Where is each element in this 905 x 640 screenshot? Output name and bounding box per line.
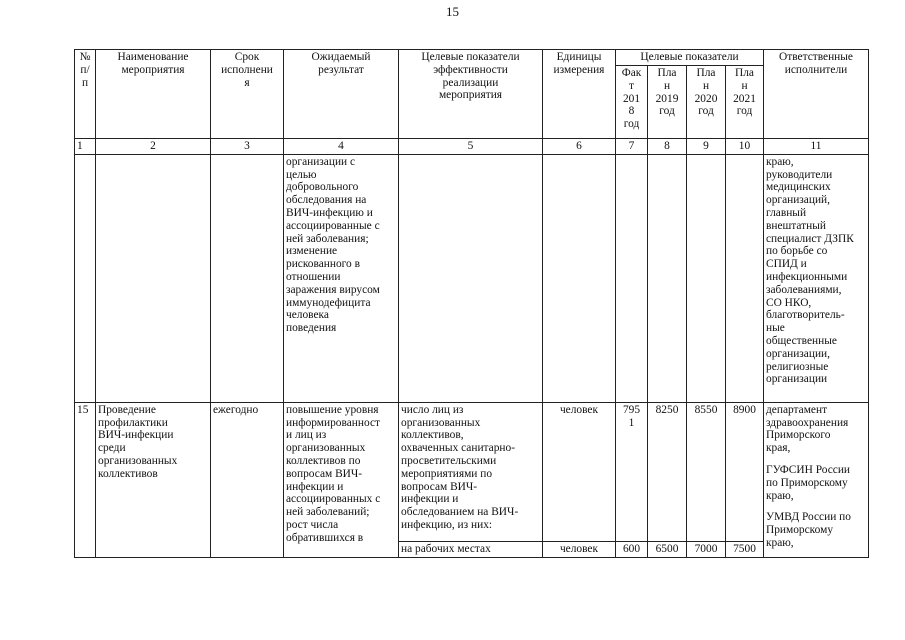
fact-2018-main: 795 1 [616, 402, 648, 541]
continued-result: организации с целью добровольного обследования на ВИЧ-инфекцию и ассоциированные с ней заболевания; изменение рискованного в отношении заражения вирусом иммунодефицита человека поведения [284, 154, 399, 402]
header-target-group: Целевые показатели [616, 50, 764, 66]
responsible-gufsin: ГУФСИН России по Приморскому краю, [766, 463, 851, 502]
plan-2019-main: 8250 [648, 402, 687, 541]
indicator-main: число лиц из организованных коллективов, охваченных санитарно- просветительскими мероприятиями по вопросам ВИЧ- инфекции и обследованием на ВИЧ- инфекцию, из них: [399, 402, 543, 541]
continued-responsible: краю, руководители медицинских организаций, главный внештатный специалист ДЗПК по борьбе со СПИД и инфекционными заболеваниями, СО НКО, благотворитель- ные общественные организации, религиозные организации [764, 154, 869, 402]
responsible-umvd: УМВД России по Приморскому краю, [766, 511, 851, 549]
numbering-cell: 8 [648, 139, 687, 155]
empty-cell [616, 154, 648, 402]
responsible-executors [764, 402, 869, 557]
empty-cell [399, 154, 543, 402]
fact-2018-sub: 600 [616, 541, 648, 557]
plan-2021-sub: 7500 [726, 541, 764, 557]
numbering-row [75, 139, 869, 155]
table-row-15 [75, 402, 869, 541]
empty-cell [75, 154, 96, 402]
plan-2021-main: 8900 [726, 402, 764, 541]
header-num: № п/ п [75, 50, 96, 139]
responsible-dept-health: департамент здравоохранения Приморского края, [766, 403, 849, 455]
expected-result: повышение уровня информированност и лиц из организованных коллективов по вопросам ВИЧ- инфекции и ассоциированных с ней заболеваний; рост числа обратившихся в [284, 402, 399, 557]
indicator-sub: на рабочих местах [399, 541, 543, 557]
numbering-cell: 1 [75, 139, 96, 155]
numbering-cell: 7 [616, 139, 648, 155]
plan-2019-sub: 6500 [648, 541, 687, 557]
row-number: 15 [75, 402, 96, 557]
unit-sub: человек [543, 541, 616, 557]
header-result: Ожидаемый результат [284, 50, 399, 139]
empty-cell [726, 154, 764, 402]
header-fact-2018: Фак т 201 8 год [616, 66, 648, 139]
header-plan-2020: Пла н 2020 год [687, 66, 726, 139]
empty-cell [543, 154, 616, 402]
continuation-row [75, 154, 869, 402]
empty-cell [687, 154, 726, 402]
header-row-1 [75, 50, 869, 66]
numbering-cell: 9 [687, 139, 726, 155]
header-indicators: Целевые показатели эффективности реализации мероприятия [399, 50, 543, 139]
plan-2020-main: 8550 [687, 402, 726, 541]
unit-main: человек [543, 402, 616, 541]
program-table [74, 49, 869, 558]
header-plan-2019: Пла н 2019 год [648, 66, 687, 139]
header-term: Срок исполнени я [211, 50, 284, 139]
empty-cell [96, 154, 211, 402]
numbering-cell: 10 [726, 139, 764, 155]
numbering-cell: 3 [211, 139, 284, 155]
header-name: Наименование мероприятия [96, 50, 211, 139]
header-responsible: Ответственные исполнители [764, 50, 869, 139]
numbering-cell: 2 [96, 139, 211, 155]
page-number: 15 [446, 4, 459, 19]
header-plan-2021: Пла н 2021 год [726, 66, 764, 139]
empty-cell [648, 154, 687, 402]
activity-term: ежегодно [211, 402, 284, 557]
numbering-cell: 5 [399, 139, 543, 155]
empty-cell [211, 154, 284, 402]
numbering-cell: 6 [543, 139, 616, 155]
numbering-cell: 4 [284, 139, 399, 155]
header-units: Единицы измерения [543, 50, 616, 139]
activity-name: Проведение профилактики ВИЧ-инфекции среди организованных коллективов [96, 402, 211, 557]
plan-2020-sub: 7000 [687, 541, 726, 557]
numbering-cell: 11 [764, 139, 869, 155]
